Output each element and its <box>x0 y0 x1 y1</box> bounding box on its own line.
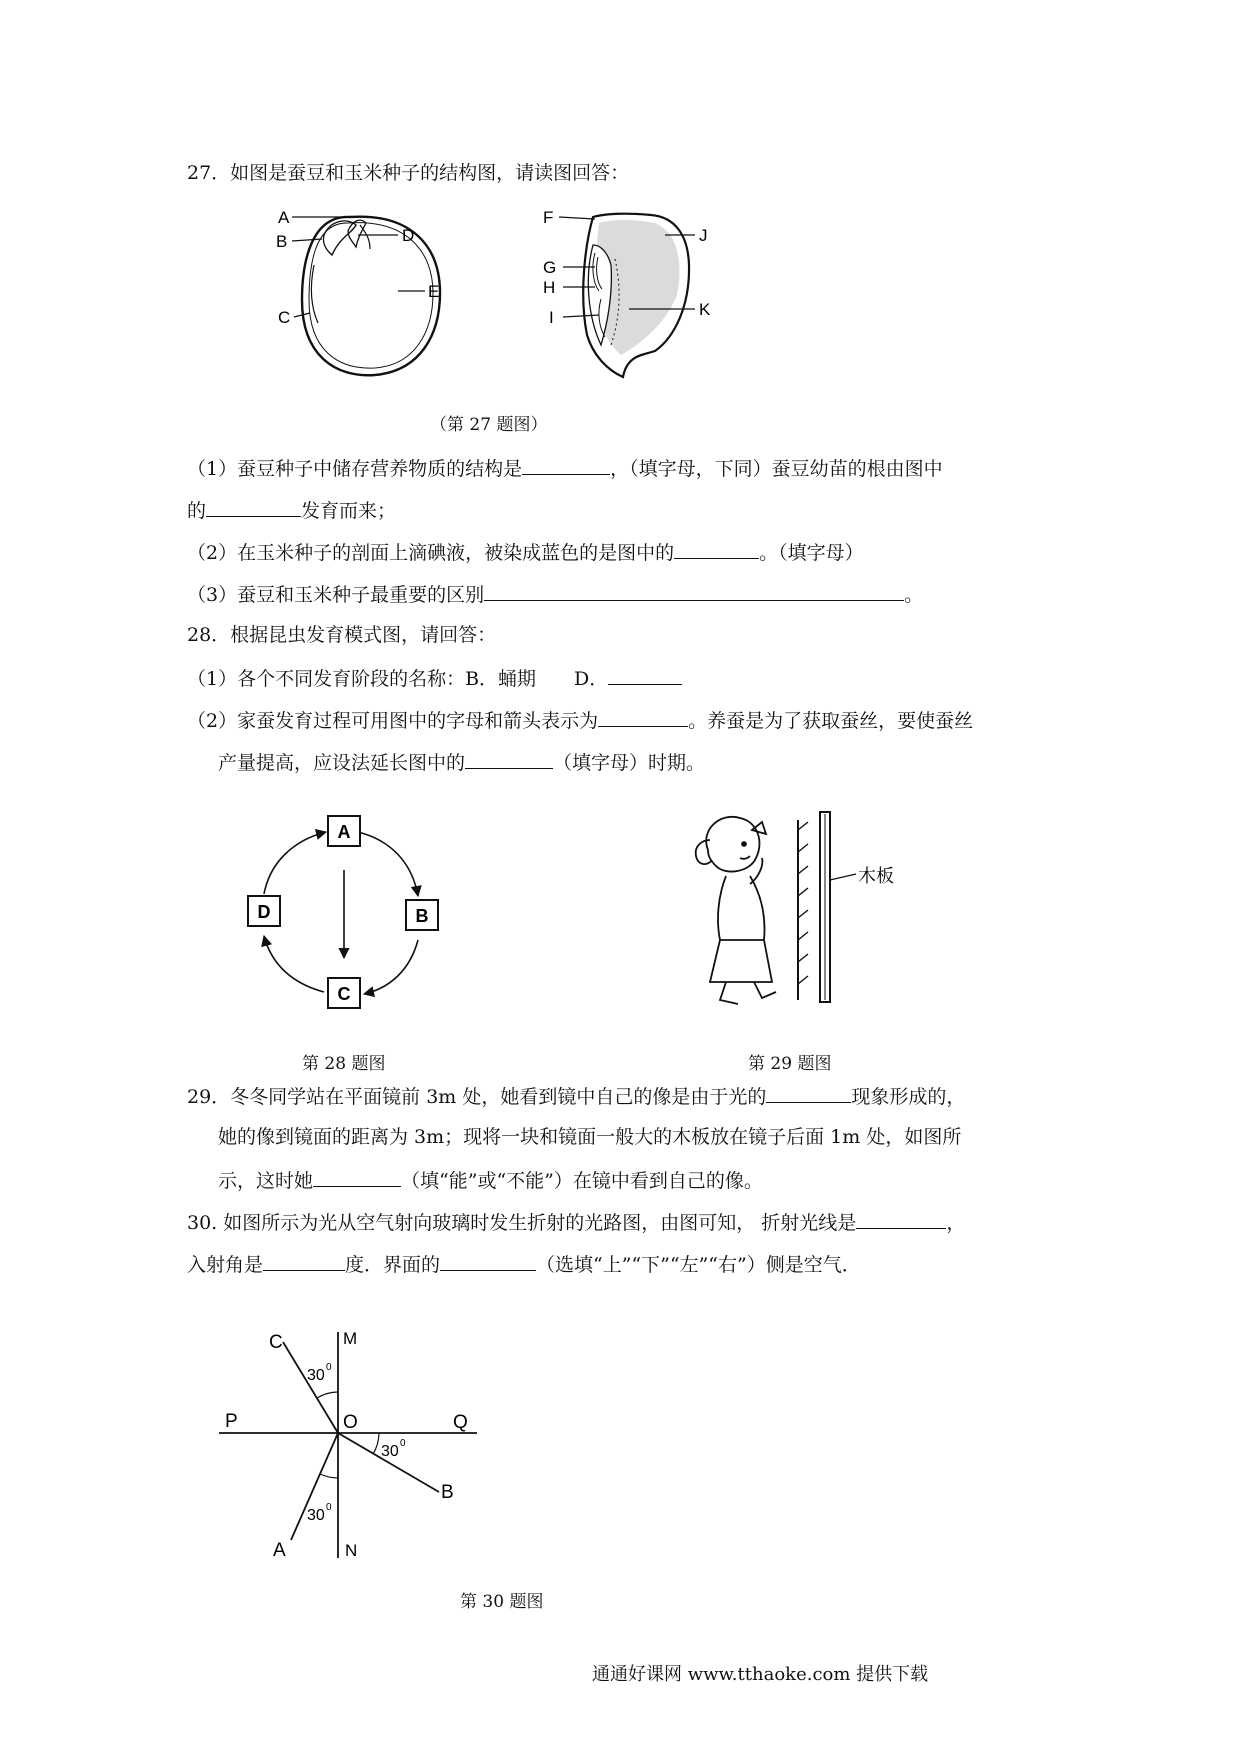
q28-blank-1[interactable] <box>608 666 682 685</box>
point-n-label: N <box>345 1541 358 1560</box>
point-p-label: P <box>225 1411 238 1432</box>
q30-line1: 30. 如图所示为光从空气射向玻璃时发生折射的光路图，由图可知， 折射光线是 ， <box>187 1210 965 1235</box>
point-a-label: A <box>273 1540 286 1561</box>
bean-label-d: D <box>402 226 415 245</box>
q30-line2: 入射角是 度．界面的 （选填“上”“下”“左”“右”）侧是空气． <box>187 1252 861 1277</box>
q28-caption: 第 28 题图 <box>302 1054 386 1074</box>
point-q-label: Q <box>453 1412 468 1433</box>
point-o-label: O <box>343 1412 358 1433</box>
node-c-label: C <box>337 984 351 1004</box>
girl-mirror-board-figure <box>680 800 940 1010</box>
bean-label-a: A <box>278 208 290 227</box>
angle-label-lower: 30 <box>307 1507 325 1524</box>
q29-line3: 示，这时她 （填“能”或“不能”）在镜中看到自己的像。 <box>218 1168 763 1193</box>
corn-label-h: H <box>543 278 556 297</box>
corn-label-i: I <box>549 308 554 327</box>
node-b-label: B <box>415 906 429 926</box>
q27-blank-2[interactable] <box>206 498 301 517</box>
q27-caption: （第 27 题图） <box>430 415 548 435</box>
q28-blank-3[interactable] <box>465 750 553 769</box>
q30-blank-1[interactable] <box>856 1210 946 1229</box>
corn-label-f: F <box>543 208 554 227</box>
refraction-light-path-figure <box>215 1320 485 1565</box>
q27-part1-line1: （1）蚕豆种子中储存营养物质的结构是 ，（填字母，下同）蚕豆幼苗的根由图中 <box>187 456 943 481</box>
q27-part3: （3）蚕豆和玉米种子最重要的区别 。 <box>187 582 923 607</box>
point-b-label: B <box>441 1482 454 1503</box>
q28-part2-line1: （2）家蚕发育过程可用图中的字母和箭头表示为 。养蚕是为了获取蚕丝，要使蚕丝 <box>187 708 973 733</box>
q29-line2: 她的像到镜面的距离为 3m；现将一块和镜面一般大的木板放在镜子后面 1m 处，如图所 <box>218 1126 962 1148</box>
q30-blank-3[interactable] <box>440 1252 536 1271</box>
point-c-label: C <box>269 1332 283 1353</box>
node-d-label: D <box>257 902 271 922</box>
q27-stem: 27．如图是蚕豆和玉米种子的结构图，请读图回答： <box>187 162 630 184</box>
corn-label-j: J <box>699 226 708 245</box>
angle-label-right: 30 <box>381 1443 399 1460</box>
board-label: 木板 <box>858 866 894 886</box>
q28-part2-line2: 产量提高，应设法延长图中的 （填字母）时期。 <box>218 750 705 775</box>
footer-source: 通通好课网 www.tthaoke.com 提供下载 <box>592 1664 929 1685</box>
girl-drawing <box>696 817 776 1004</box>
q27-part2: （2）在玉米种子的剖面上滴碘液，被染成蓝色的是图中的 。（填字母） <box>187 540 864 565</box>
q28-stem: 28．根据昆虫发育模式图，请回答： <box>187 624 497 646</box>
q29-caption: 第 29 题图 <box>748 1054 832 1074</box>
bean-label-b: B <box>276 232 288 251</box>
insect-development-cycle <box>240 810 460 1010</box>
q27-blank-3[interactable] <box>674 540 759 559</box>
q27-blank-1[interactable] <box>522 456 610 475</box>
angle-degree-lower: 0 <box>326 1502 332 1513</box>
corn-label-k: K <box>699 300 711 319</box>
corn-label-g: G <box>543 258 557 277</box>
angle-label-upper: 30 <box>307 1367 325 1384</box>
q28-blank-2[interactable] <box>598 708 688 727</box>
angle-degree-right: 0 <box>400 1438 406 1449</box>
q29-blank-2[interactable] <box>313 1168 401 1187</box>
angle-degree-upper: 0 <box>326 1362 332 1373</box>
point-m-label: M <box>343 1329 358 1348</box>
q27-blank-4[interactable] <box>484 582 904 601</box>
q30-blank-2[interactable] <box>263 1252 345 1271</box>
node-a-label: A <box>337 822 351 842</box>
bean-label-c: C <box>278 308 291 327</box>
q30-caption: 第 30 题图 <box>460 1592 544 1612</box>
broad-bean-seed-figure <box>276 205 450 385</box>
q28-part1: （1）各个不同发育阶段的名称：B．蛹期 D． <box>187 666 682 691</box>
q27-part1-line2: 的 发育而来； <box>187 498 396 523</box>
corn-seed-figure <box>543 205 715 385</box>
q29-line1: 29．冬冬同学站在平面镜前 3m 处，她看到镜中自己的像是由于光的 现象形成的， <box>187 1084 965 1109</box>
bean-label-e: E <box>428 282 440 301</box>
q29-blank-1[interactable] <box>766 1084 851 1103</box>
